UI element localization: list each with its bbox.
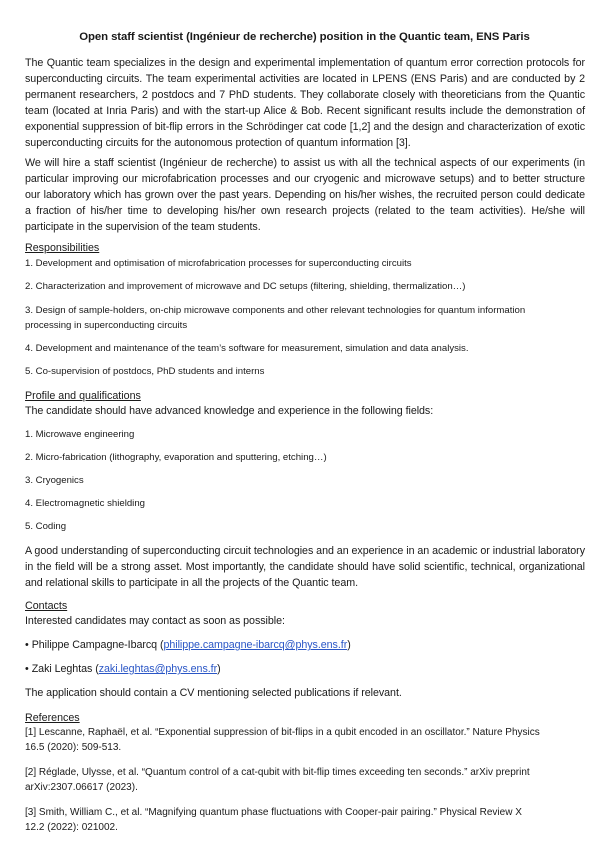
profile-section xyxy=(25,389,585,403)
contact-paren: ) xyxy=(347,639,351,651)
reference-line: [3] Smith, William C., et al. “Magnifying quantum phase fluctuations with Cooper-pair pairing.” Physical Review X xyxy=(25,807,522,818)
qualification-text: 4. Electromagnetic shielding xyxy=(25,498,145,509)
intro-text-1: The Quantic team specializes in the design and experimental implementation of quantum error correction protocols for superconducting circuits. The team experimental activities are located in LPENS (ENS Paris) and are conducted by 2 permanent researchers, 2 postdocs and 7 PhD students. They collaborate closely with theoreticians from the Quantic team (located at Inria Paris) and with the start-up Alice & Bob. Recent significant results include the demonstration of exponential suppression of bit-flip errors in the Schrödinger cat code [1,2] and the design and characterization of exotic superconducting circuits for the autonomous protection of quantum information [3]. xyxy=(25,57,585,150)
responsibility-text: 3. Design of sample-holders, on-chip microwave components and other relevant technologies for quantum information xyxy=(25,305,526,316)
responsibility-text: 2. Characterization and improvement of microwave and DC setups (filtering, shielding, thermalization…) xyxy=(25,281,466,292)
intro-paragraph-2 xyxy=(25,155,585,235)
reference-line: arXiv:2307.06617 (2023). xyxy=(25,782,138,793)
responsibility-text: 5. Co-supervision of postdocs, PhD students and interns xyxy=(25,366,265,377)
contacts-section xyxy=(25,599,585,613)
references-section xyxy=(25,711,585,725)
responsibility-item xyxy=(25,303,585,318)
responsibility-item xyxy=(25,364,585,379)
page-title: Open staff scientist (Ingénieur de recherche) position in the Quantic team, ENS Paris xyxy=(79,31,530,43)
reference-item xyxy=(25,725,585,755)
contact-paren: ) xyxy=(217,663,221,675)
qualification-text: 5. Coding xyxy=(25,521,67,532)
reference-item xyxy=(25,805,585,835)
qualification-item xyxy=(25,450,585,465)
reference-line: 12.2 (2022): 021002. xyxy=(25,822,118,833)
reference-line: [2] Réglade, Ulysse, et al. “Quantum control of a cat-qubit with bit-flip times exceeding ten seconds.” arXiv preprint xyxy=(25,767,530,778)
qualification-text: 3. Cryogenics xyxy=(25,475,84,486)
application-note xyxy=(25,685,585,701)
reference-line: [1] Lescanne, Raphaël, et al. “Exponential suppression of bit-flips in a qubit encoded in an oscillator.” Nature Physics xyxy=(25,727,540,738)
references-heading: References xyxy=(25,712,80,724)
reference-item xyxy=(25,765,585,795)
intro-paragraph-1 xyxy=(25,55,585,152)
bullet-icon: • xyxy=(25,639,29,651)
contacts-lead xyxy=(25,613,585,629)
profile-closing-text: A good understanding of superconducting circuit technologies and an experience in an academic or industrial laboratory in the field will be a strong asset. Most importantly, the candidate should have solid scientific, technical, organizational and relational skills to participate in all the projects of the Quantic team. xyxy=(25,545,585,590)
profile-heading: Profile and qualifications xyxy=(25,390,141,402)
qualification-item xyxy=(25,496,585,511)
contact-name: Philippe Campagne-Ibarcq ( xyxy=(31,639,164,651)
contact-email-link[interactable]: philippe.campagne-ibarcq@phys.ens.fr xyxy=(163,639,348,651)
profile-lead xyxy=(25,403,585,419)
responsibility-item xyxy=(25,256,585,271)
responsibility-item xyxy=(25,341,585,356)
qualification-text: 1. Microwave engineering xyxy=(25,429,135,440)
contacts-lead-text: Interested candidates may contact as soon as possible: xyxy=(25,615,285,627)
contact-item xyxy=(25,661,585,677)
qualification-item xyxy=(25,473,585,488)
contact-email-link[interactable]: zaki.leghtas@phys.ens.fr xyxy=(98,663,218,675)
profile-lead-text: The candidate should have advanced knowledge and experience in the following fields: xyxy=(25,405,434,417)
contact-name: Zaki Leghtas ( xyxy=(31,663,99,675)
profile-closing xyxy=(25,543,585,591)
responsibility-item xyxy=(25,318,585,333)
qualification-item xyxy=(25,427,585,442)
responsibilities-section xyxy=(25,241,585,255)
bullet-icon: • xyxy=(25,663,29,675)
responsibility-text: 4. Development and maintenance of the team’s software for measurement, simulation and data analysis. xyxy=(25,343,469,354)
responsibility-text: 1. Development and optimisation of microfabrication processes for superconducting circuits xyxy=(25,258,412,269)
contacts-heading: Contacts xyxy=(25,600,68,612)
qualification-item xyxy=(25,519,585,534)
qualification-text: 2. Micro-fabrication (lithography, evaporation and sputtering, etching…) xyxy=(25,452,327,463)
responsibilities-heading: Responsibilities xyxy=(25,242,100,254)
reference-line: 16.5 (2020): 509-513. xyxy=(25,742,122,753)
responsibility-text: processing in superconducting circuits xyxy=(25,320,188,331)
intro-text-2: We will hire a staff scientist (Ingénieur de recherche) to assist us with all the technical aspects of our experiments (in particular improving our microfabrication processes and our cryogenic and microwave setups) and to better structure our laboratory which has grown over the past years. Depending on his/her wishes, the recruited person could dedicate a fraction of his/her time to developing his/her own research projects (related to the team activities). He/she will participate in the supervision of the team students. xyxy=(25,157,585,234)
responsibility-item xyxy=(25,279,585,294)
application-text: The application should contain a CV mentioning selected publications if relevant. xyxy=(25,687,402,699)
contact-item xyxy=(25,637,585,653)
